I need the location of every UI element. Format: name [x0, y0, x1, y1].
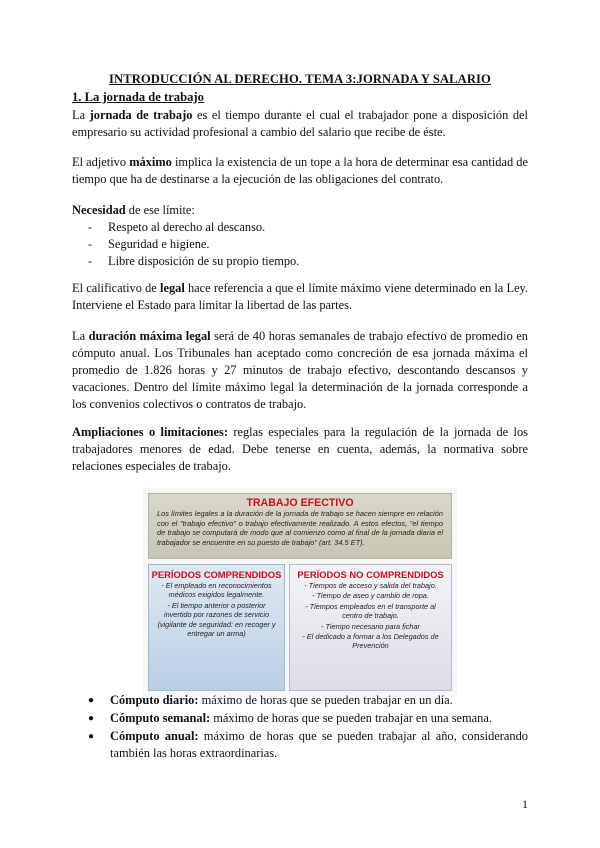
bullet-icon: ●	[88, 731, 95, 742]
periodos-no-comprendidos-item: - El dedicado a formar a los Delegados de Prevención	[302, 632, 439, 651]
trabajo-efectivo-text: Los límites legales a la duración de la jornada de trabajo se hacen siempre en relación con el "trabajo efectivo" o trabajo efectivamente realizado. A estos efectos, "el tiempo de trabajo se computará de modo que al comienzo como al final de la jornada diaria el trabajador se encuentre en su puesto de trabajo" (art. 34.5 ET).	[157, 509, 443, 547]
paragraph-jornada: La jornada de trabajo es el tiempo durante el cual el trabajador pone a disposición del empresario su actividad profesional a cambio del salario que recibe de éste.	[72, 108, 528, 139]
bullet-icon: ●	[88, 713, 95, 724]
trabajo-efectivo-figure	[143, 488, 457, 697]
term-ampliaciones: Ampliaciones o limitaciones:	[72, 425, 228, 439]
paragraph-maximo: El adjetivo máximo implica la existencia de un tope a la hora de determinar esa cantidad de tiempo que ha de destinarse a la ejecución de las obligaciones del contrato.	[72, 155, 528, 186]
list-item: ● Cómputo semanal: máximo de horas que se pueden trabajar en una semana.	[88, 711, 492, 725]
periodos-no-comprendidos-box	[289, 564, 452, 691]
computo-list	[72, 692, 528, 763]
list-item: - Libre disposición de su propio tiempo.	[88, 254, 300, 268]
periodos-no-comprendidos-title: PERÍODOS NO COMPRENDIDOS	[297, 569, 444, 580]
list-item: ● Cómputo diario: máximo de horas que se pueden trabajar en un día.	[88, 693, 453, 707]
trabajo-efectivo-box	[148, 493, 452, 559]
paragraph-ampliaciones: Ampliaciones o limitaciones: reglas especiales para la regulación de la jornada de los trabajadores menores de edad. Debe tenerse en cuenta, además, la normativa sobre relaciones especiales de trabajo.	[72, 425, 528, 473]
periodos-no-comprendidos-item: - Tiempos de acceso y salida del trabajo.	[304, 581, 437, 590]
document-title: INTRODUCCIÓN AL DERECHO. TEMA 3:JORNADA Y SALARIO	[109, 72, 491, 86]
term-jornada: jornada de trabajo	[89, 108, 193, 122]
bullet-icon: ●	[88, 695, 95, 706]
list-item: ● Cómputo anual: máximo de horas que se pueden trabajar al año, considerando también las horas extraordinarias.	[88, 729, 528, 760]
trabajo-efectivo-title: TRABAJO EFECTIVO	[246, 497, 354, 509]
necesidad-list	[88, 219, 299, 270]
list-item: - Respeto al derecho al descanso.	[88, 220, 266, 234]
paragraph-legal: El calificativo de legal hace referencia a que el límite máximo viene determinado en la Ley. Interviene el Estado para limitar la libertad de las partes.	[72, 281, 529, 312]
list-item: - Seguridad e higiene.	[88, 237, 210, 251]
term-maximo: máximo	[129, 155, 172, 169]
term-duracion: duración máxima legal	[88, 329, 211, 343]
term-legal: legal	[160, 281, 185, 295]
periodos-no-comprendidos-item: - Tiempo de aseo y cambio de ropa.	[312, 591, 429, 601]
periodos-no-comprendidos-item: - Tiempo necesario para fichar	[321, 621, 420, 631]
periodos-no-comprendidos-item: - Tiempos empleados en el transporte al centro de trabajo.	[305, 601, 436, 621]
periodos-comprendidos-title: PERÍODOS COMPRENDIDOS	[151, 569, 282, 580]
periodos-comprendidos-item: - El tiempo anterior o posterior invertido por razones de servicio (vigilante de seguridad: en recoger y entregar un arma)	[157, 600, 276, 639]
term-necesidad: Necesidad	[72, 203, 126, 217]
section-heading: 1. La jornada de trabajo	[72, 90, 204, 104]
page-number: 1	[522, 797, 528, 811]
periodos-comprendidos-box	[148, 564, 285, 691]
periodos-comprendidos-item: - El empleado en reconocimientos médicos exigidos legalmente.	[161, 581, 272, 600]
paragraph-necesidad: Necesidad de ese límite:	[72, 203, 195, 217]
paragraph-duracion: La duración máxima legal será de 40 horas semanales de trabajo efectivo de promedio en cómputo anual. Los Tribunales han aceptado como concreción de esa jornada máxima el promedio de 1.826 horas y 27 minutos de trabajo efectivo, descontando descansos y vacaciones. Dentro del límite máximo legal la determinación de la jornada corresponde a los convenios colectivos o contratos de trabajo.	[72, 329, 528, 411]
